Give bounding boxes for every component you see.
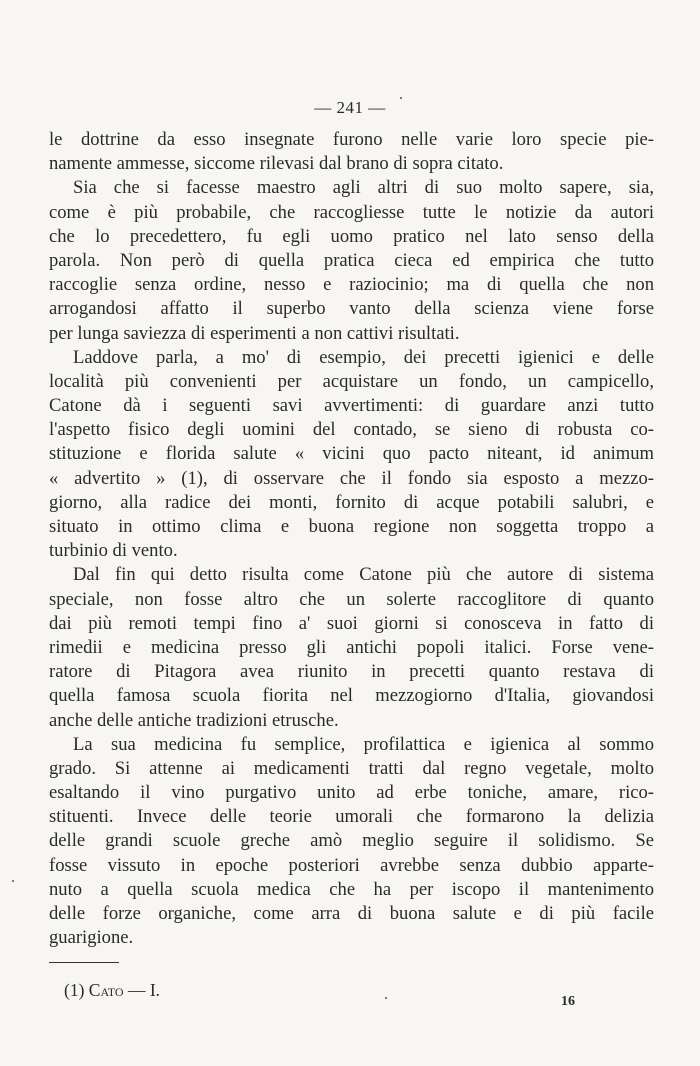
text-line: speciale, non fosse altro che un solerte raccoglitore di quanto xyxy=(49,588,654,610)
text-line: situato in ottimo clima e buona regione non soggetta troppo a xyxy=(49,516,654,537)
text-line: turbinio di vento. xyxy=(49,540,178,562)
text-line: rimedii e medicina presso gli antichi popoli italici. Forse vene- xyxy=(49,636,654,658)
text-line: stituenti. Invece delle teorie umorali che formarono la delizia xyxy=(49,806,654,828)
text-line: l'aspetto fisico degli uomini del contado, se sieno di robusta co- xyxy=(49,419,654,441)
text-line: arrogandosi affatto il superbo vanto della scienza viene forse xyxy=(49,298,654,320)
footnote-reference: — I. xyxy=(127,980,161,1000)
text-line: che lo precedettero, fu egli uomo pratico nel lato senso della xyxy=(49,225,654,247)
text-line: fosse vissuto in epoche posteriori avrebbe senza dubbio apparte- xyxy=(49,854,654,876)
text-line: giorno, alla radice dei monti, fornito di acque potabili salubri, e xyxy=(49,491,654,513)
text-line: Dal fin qui detto risulta come Catone più che autore di sistema xyxy=(73,564,654,586)
text-line: località più convenienti per acquistare un fondo, un campicello, xyxy=(49,370,654,392)
paper-speck xyxy=(400,97,402,99)
text-line: come è più probabile, che raccogliesse tutte le notizie da autori xyxy=(49,201,654,223)
text-line: esaltando il vino purgativo unito ad erbe toniche, amare, rico- xyxy=(49,782,654,804)
footnote-author: Cato xyxy=(88,980,124,1000)
text-line: Laddove parla, a mo' di esempio, dei precetti igienici e delle xyxy=(73,346,654,368)
text-line: per lunga saviezza di esperimenti a non cattivi risultati. xyxy=(49,322,460,344)
text-line: quella famosa scuola fiorita nel mezzogiorno d'Italia, giovandosi xyxy=(49,685,654,707)
body-text xyxy=(49,128,654,950)
text-line: namente ammesse, siccome rilevasi dal brano di sopra citato. xyxy=(49,153,504,175)
page-number: — 241 — xyxy=(314,98,386,117)
paper-speck xyxy=(12,880,14,882)
footnote-marker: (1) xyxy=(64,980,85,1000)
text-line: delle forze organiche, come arra di buona salute e di più facile xyxy=(49,903,654,924)
text-line: ratore di Pitagora avea riunito in precetti quanto restava di xyxy=(49,661,654,683)
footnote xyxy=(64,980,160,1001)
text-line: raccoglie senza ordine, nesso e raziocinio; ma di quella che non xyxy=(49,274,654,296)
text-line: guarigione. xyxy=(49,927,134,949)
paper-speck xyxy=(385,997,387,999)
text-line: le dottrine da esso insegnate furono nelle varie loro specie pie- xyxy=(49,129,654,150)
text-line: « advertito » (1), di osservare che il fondo sia esposto a mezzo- xyxy=(49,467,654,489)
text-line: anche delle antiche tradizioni etrusche. xyxy=(49,709,339,731)
text-line: Sia che si facesse maestro agli altri di suo molto sapere, sia, xyxy=(73,177,654,199)
text-line: Catone dà i seguenti savi avvertimenti: di guardare anzi tutto xyxy=(49,395,654,417)
text-line: delle grandi scuole greche amò meglio seguire il solidismo. Se xyxy=(49,830,654,852)
text-line: La sua medicina fu semplice, profilattica e igienica al sommo xyxy=(73,733,654,755)
footnote-divider xyxy=(49,962,119,963)
text-line: parola. Non però di quella pratica cieca ed empirica che tutto xyxy=(49,249,654,271)
text-line: dai più remoti tempi fino a' suoi giorni si conosceva in fatto di xyxy=(49,612,654,634)
text-line: grado. Si attenne ai medicamenti tratti dal regno vegetale, molto xyxy=(49,757,654,779)
printer-signature-mark: 16 xyxy=(561,994,575,1009)
text-line: stituzione e florida salute « vicini quo pacto niteant, id animum xyxy=(49,443,654,465)
text-line: nuto a quella scuola medica che ha per iscopo il mantenimento xyxy=(49,878,654,900)
